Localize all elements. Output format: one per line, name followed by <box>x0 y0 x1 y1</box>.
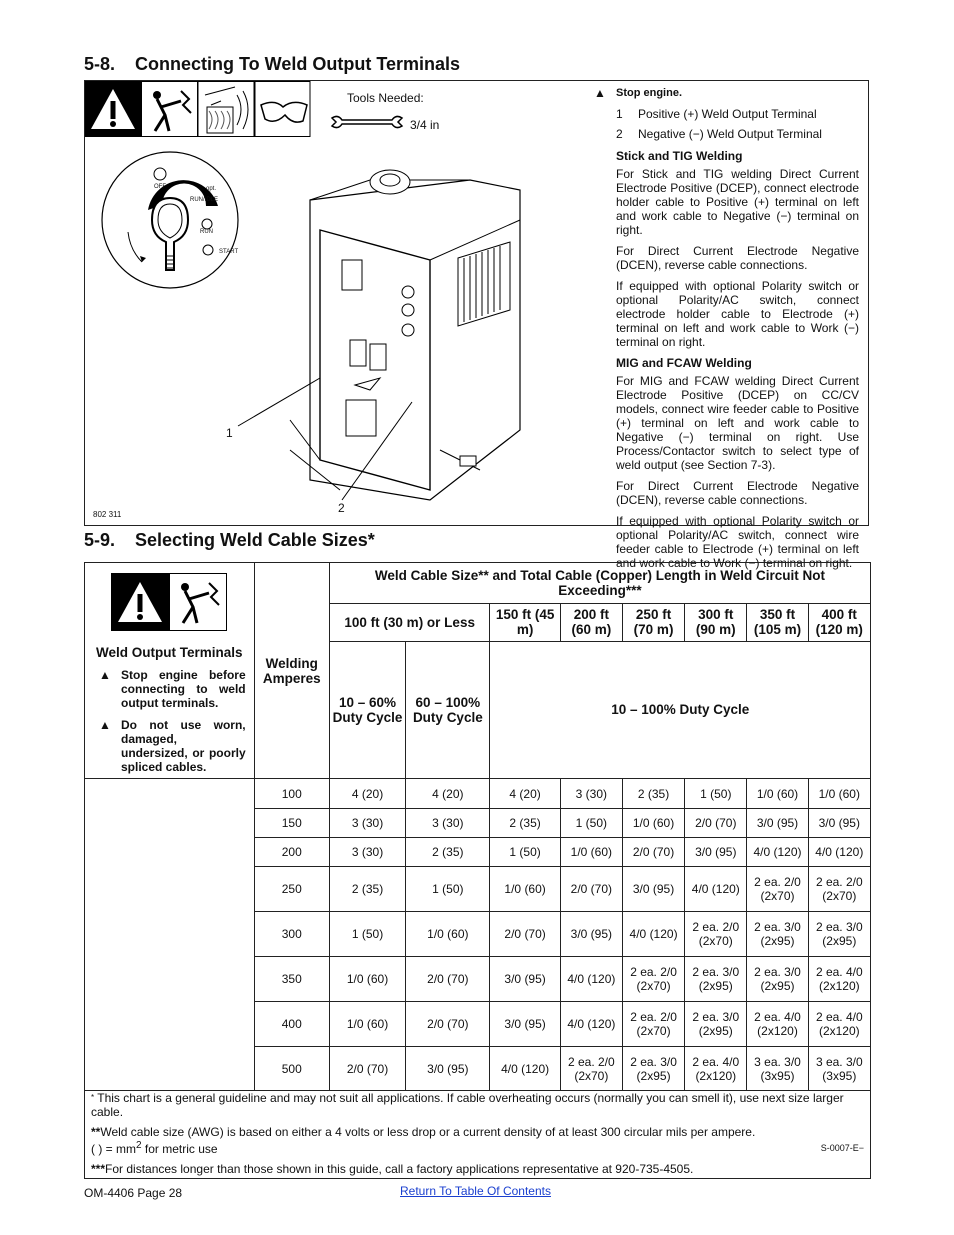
cable-size-cell: 2 (35) <box>622 779 684 809</box>
section-title: Connecting To Weld Output Terminals <box>135 54 461 74</box>
item-number: 2 <box>616 127 623 141</box>
length-header: 150 ft (45 m) <box>490 603 560 641</box>
length-header: 300 ft (90 m) <box>685 603 747 641</box>
duty-cycle-header: 60 – 100% Duty Cycle <box>406 641 490 778</box>
cable-size-cell: 4/0 (120) <box>560 1002 622 1047</box>
cable-size-cell: 2 ea. 4/0 (2x120) <box>747 1002 808 1047</box>
footnote-mark: * <box>91 1093 95 1102</box>
cable-size-cell: 3/0 (95) <box>406 1047 490 1091</box>
safety-icons <box>85 81 311 137</box>
duty-cycle-header: 10 – 100% Duty Cycle <box>490 641 871 778</box>
warning-triangle-icon: ▲ <box>99 718 111 732</box>
cable-size-cell: 2/0 (70) <box>560 867 622 912</box>
figure-id: 802 311 <box>93 510 122 519</box>
mig-paragraph-1: For MIG and FCAW welding Direct Current Electrode Positive (DCEP) on CC/CV models, connect wire feeder cable to Positive (+) terminal on left and work cable to Negative (−) terminal on right. Use Process/Contactor switch to select type of weld output (see Section 7-3). <box>616 374 859 472</box>
amperes-cell: 150 <box>254 809 329 838</box>
duty-cycle-header: 10 – 60% Duty Cycle <box>329 641 405 778</box>
cable-size-cell: 2 ea. 4/0 (2x120) <box>685 1047 747 1091</box>
length-header: 200 ft (60 m) <box>560 603 622 641</box>
section-number: 5-9. <box>84 530 116 550</box>
list-item <box>616 107 859 121</box>
table-footnotes <box>84 1089 871 1179</box>
footnote-1 <box>91 1091 864 1119</box>
dial-label-run-idle: RUN/IDLE <box>190 197 219 203</box>
cable-size-cell: 4/0 (120) <box>560 957 622 1002</box>
cable-size-cell: 3 (30) <box>329 809 405 838</box>
cable-size-cell: 1/0 (60) <box>747 779 808 809</box>
cable-size-cell: 3/0 (95) <box>490 1002 560 1047</box>
amperes-cell: 350 <box>254 957 329 1002</box>
cable-size-cell: 3 ea. 3/0 (3x95) <box>747 1047 808 1091</box>
cable-size-cell: 2 ea. 3/0 (2x95) <box>685 1002 747 1047</box>
item-number: 1 <box>616 107 623 121</box>
stick-tig-heading: Stick and TIG Welding <box>616 149 743 163</box>
cable-size-cell: 2/0 (70) <box>406 957 490 1002</box>
weld-output-terminals-label: Weld Output Terminals <box>96 645 243 660</box>
cable-size-cell: 2 (35) <box>490 809 560 838</box>
footnote-text: This chart is a general guideline and may not suit all applications. If cable overheating occurs (normally you can smell it), use next size larger cable. <box>91 1091 844 1119</box>
cable-size-cell: 3/0 (95) <box>622 867 684 912</box>
cable-size-cell: 3/0 (95) <box>490 957 560 1002</box>
welding-amperes-header: Welding Amperes <box>254 563 329 779</box>
cable-size-cell: 1/0 (60) <box>329 957 405 1002</box>
cable-size-main-header: Weld Cable Size** and Total Cable (Copper) Length in Weld Circuit Not Exceeding*** <box>329 563 870 604</box>
cable-size-cell: 2 ea. 2/0 (2x70) <box>622 1002 684 1047</box>
footnote-mark: *** <box>91 1162 106 1176</box>
dial-label-opt: opt. <box>206 186 217 192</box>
cable-size-cell: 4/0 (120) <box>808 838 870 867</box>
amperes-cell: 100 <box>254 779 329 809</box>
amperes-cell: 300 <box>254 912 329 957</box>
cable-size-cell: 2/0 (70) <box>622 838 684 867</box>
cable-size-cell: 1/0 (60) <box>329 1002 405 1047</box>
mig-paragraph-3: If equipped with optional Polarity switch or optional Polarity/AC switch, connect wire feeder cable to Electrode (+) terminal on left and work cable to Work (−) terminal on right. <box>616 514 859 570</box>
toc-link[interactable]: Return To Table Of Contents <box>400 1184 551 1198</box>
amperes-cell: 400 <box>254 1002 329 1047</box>
cable-size-cell: 4/0 (120) <box>490 1047 560 1091</box>
cable-size-cell: 4/0 (120) <box>747 838 808 867</box>
cable-size-cell: 2 ea. 2/0 (2x70) <box>622 957 684 1002</box>
mig-paragraph-2: For Direct Current Electrode Negative (DCEN), reverse cable connections. <box>616 479 859 507</box>
cable-size-cell: 1/0 (60) <box>406 912 490 957</box>
cable-size-cell: 2 ea. 3/0 (2x95) <box>747 912 808 957</box>
stick-paragraph-1: For Stick and TIG welding Direct Current Electrode Positive (DCEP), connect electrode holder cable to Positive (+) terminal on left and work cable to Negative (−) terminal on right. <box>616 167 859 237</box>
metric-note-sup: 2 <box>136 1140 142 1151</box>
length-header: 400 ft (120 m) <box>808 603 870 641</box>
footnote-text: For distances longer than those shown in this guide, call a factory applications representative at 920-735-4505. <box>105 1162 694 1176</box>
warning-text: Stop engine before connecting to weld output terminals. <box>121 668 246 710</box>
cable-size-cell: 1/0 (60) <box>490 867 560 912</box>
dial-label-start: START <box>219 249 239 255</box>
cable-size-cell: 2 ea. 2/0 (2x70) <box>560 1047 622 1091</box>
blank-cell <box>85 779 255 1091</box>
amperes-cell: 250 <box>254 867 329 912</box>
cable-size-cell: 1 (50) <box>685 779 747 809</box>
tools-needed-label: Tools Needed: <box>347 91 424 105</box>
footnote-2-metric <box>91 1139 864 1156</box>
section-number: 5-8. <box>84 54 116 74</box>
cable-size-cell: 4 (20) <box>329 779 405 809</box>
terminal-safety-icons <box>111 573 227 631</box>
footnote-text: Weld cable size (AWG) is based on either a 4 volts or less drop or a current density of at least 300 circular mils per ampere. <box>100 1125 756 1139</box>
section-5-8-heading <box>84 54 460 75</box>
amperes-cell: 200 <box>254 838 329 867</box>
warning-text: Do not use worn, damaged, undersized, or poorly spliced cables. <box>121 718 246 774</box>
cable-size-cell: 2 ea. 4/0 (2x120) <box>808 957 870 1002</box>
stick-paragraph-2: For Direct Current Electrode Negative (DCEN), reverse cable connections. <box>616 244 859 272</box>
length-header: 250 ft (70 m) <box>622 603 684 641</box>
cable-size-cell: 3 (30) <box>406 809 490 838</box>
cable-size-cell: 1 (50) <box>490 838 560 867</box>
warning-triangle-icon: ▲ <box>99 668 111 682</box>
page-number: OM-4406 Page 28 <box>84 1186 183 1200</box>
warning-item <box>93 668 246 710</box>
connection-instructions <box>594 86 859 577</box>
cable-size-cell: 2/0 (70) <box>685 809 747 838</box>
cable-size-cell: 3/0 (95) <box>560 912 622 957</box>
wrench-icon <box>330 114 404 139</box>
section-title: Selecting Weld Cable Sizes* <box>135 530 375 550</box>
cable-size-cell: 1 (50) <box>560 809 622 838</box>
metric-note-tail: for metric use <box>141 1142 218 1156</box>
cable-size-cell: 2 ea. 2/0 (2x70) <box>747 867 808 912</box>
footnote-mark: ** <box>91 1125 101 1139</box>
wrench-size: 3/4 in <box>410 118 440 132</box>
cable-size-cell: 3/0 (95) <box>685 838 747 867</box>
cable-size-cell: 3/0 (95) <box>747 809 808 838</box>
terminal-warnings <box>93 668 246 774</box>
cable-size-cell: 2/0 (70) <box>406 1002 490 1047</box>
cable-size-cell: 2 ea. 2/0 (2x70) <box>685 912 747 957</box>
dial-label-off: OFF <box>154 184 166 190</box>
cable-size-cell: 2 ea. 2/0 (2x70) <box>808 867 870 912</box>
list-item <box>616 127 859 141</box>
cable-size-cell: 2 (35) <box>406 838 490 867</box>
warning-triangle-icon: ▲ <box>594 86 606 100</box>
amperes-cell: 500 <box>254 1047 329 1091</box>
cable-size-cell: 3 ea. 3/0 (3x95) <box>808 1047 870 1091</box>
dial-label-run: RUN <box>200 229 213 235</box>
cable-size-cell: 3 (30) <box>329 838 405 867</box>
length-header: 100 ft (30 m) or Less <box>329 603 490 641</box>
cable-size-cell: 1 (50) <box>406 867 490 912</box>
footnote-3 <box>91 1162 864 1176</box>
warning-item <box>93 718 246 774</box>
section-5-9-heading <box>84 530 375 551</box>
cable-size-cell: 3/0 (95) <box>808 809 870 838</box>
cable-size-cell: 1/0 (60) <box>560 838 622 867</box>
mig-fcaw-heading: MIG and FCAW Welding <box>616 356 752 370</box>
cable-size-cell: 2/0 (70) <box>329 1047 405 1091</box>
reference-code: S-0007-E− <box>820 1143 864 1153</box>
cable-size-cell: 4/0 (120) <box>685 867 747 912</box>
item-text: Negative (−) Weld Output Terminal <box>638 127 822 141</box>
metric-note: ( ) = mm <box>91 1142 136 1156</box>
stop-engine-warning <box>594 86 859 100</box>
weld-cable-size-table <box>84 562 871 1091</box>
cable-size-cell: 2/0 (70) <box>490 912 560 957</box>
callout-leaders <box>230 360 430 510</box>
cable-size-cell: 2 ea. 3/0 (2x95) <box>808 912 870 957</box>
cable-size-cell: 1/0 (60) <box>622 809 684 838</box>
stop-engine-text: Stop engine. <box>616 87 682 99</box>
cable-size-cell: 1/0 (60) <box>808 779 870 809</box>
engine-switch-dial <box>100 150 240 290</box>
callout-1: 1 <box>226 426 233 440</box>
cable-size-cell: 4/0 (120) <box>622 912 684 957</box>
cable-size-cell: 1 (50) <box>329 912 405 957</box>
item-text: Positive (+) Weld Output Terminal <box>638 107 817 121</box>
cable-size-cell: 2 ea. 3/0 (2x95) <box>622 1047 684 1091</box>
cable-size-cell: 2 (35) <box>329 867 405 912</box>
table-row <box>85 779 871 809</box>
cable-size-cell: 2 ea. 3/0 (2x95) <box>685 957 747 1002</box>
length-header: 350 ft (105 m) <box>747 603 808 641</box>
callout-2: 2 <box>338 501 345 515</box>
cable-size-cell: 4 (20) <box>406 779 490 809</box>
footnote-2 <box>91 1125 864 1139</box>
stick-paragraph-3: If equipped with optional Polarity switch or optional Polarity/AC switch, connect electrode holder cable to Electrode (+) terminal on left and work cable to Work (−) terminal on right. <box>616 279 859 349</box>
cable-size-cell: 4 (20) <box>490 779 560 809</box>
weld-output-terminals-cell <box>85 563 255 779</box>
cable-size-cell: 2 ea. 4/0 (2x120) <box>808 1002 870 1047</box>
cable-size-cell: 2 ea. 3/0 (2x95) <box>747 957 808 1002</box>
cable-size-cell: 3 (30) <box>560 779 622 809</box>
